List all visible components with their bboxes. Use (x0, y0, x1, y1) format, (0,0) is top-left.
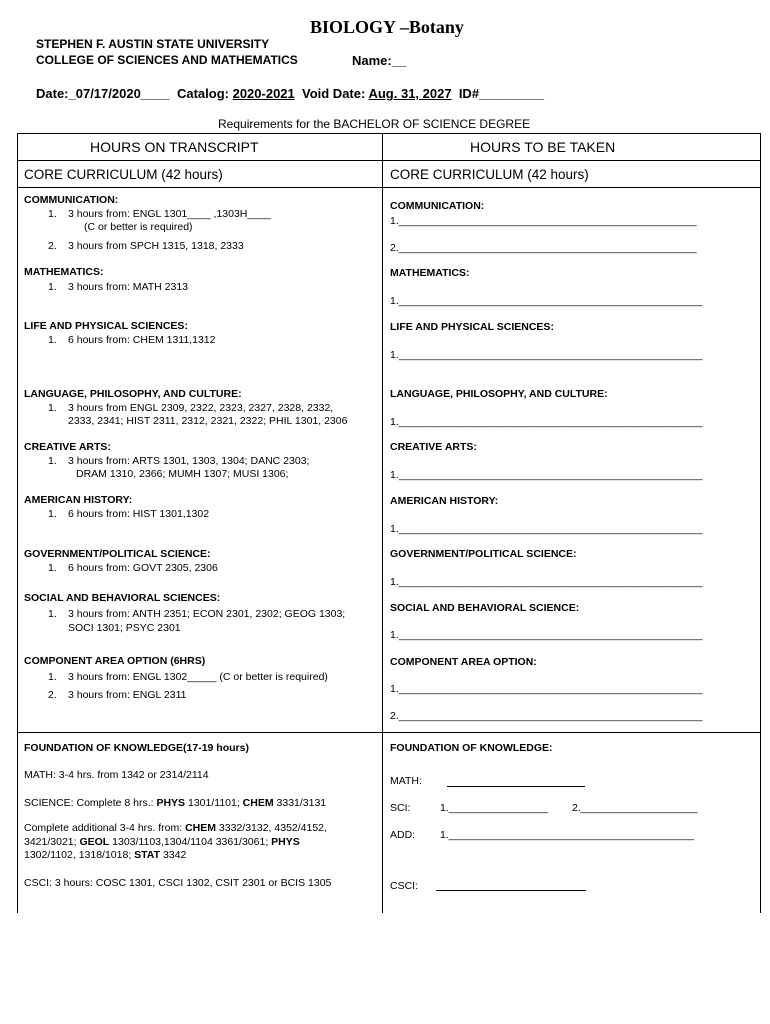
life-req-1: 6 hours from: CHEM 1311,1312 (68, 334, 216, 346)
comm-req-1: 3 hours from: ENGL 1301____ ,1303H____ (68, 208, 271, 220)
list-index: 1. (48, 671, 57, 683)
list-index: 1. (48, 508, 57, 520)
foundation-heading-right: FOUNDATION OF KNOWLEDGE: (390, 742, 553, 754)
comm-req-1-note: (C or better is required) (84, 221, 193, 233)
soc-heading: SOCIAL AND BEHAVIORAL SCIENCES: (24, 592, 221, 604)
sci-line-2[interactable]: 2.____________________ (572, 802, 698, 814)
comm-line-1[interactable]: 1.___________________________________________________ (390, 215, 697, 227)
soc-line-1[interactable]: 1.____________________________________________________ (390, 629, 703, 641)
university-name: STEPHEN F. AUSTIN STATE UNIVERSITY (36, 37, 270, 51)
name-field[interactable]: Name:__ (352, 53, 407, 68)
text-part: SCIENCE: Complete 8 hrs.: (24, 797, 157, 809)
comm-line-2[interactable]: 2.___________________________________________________ (390, 242, 697, 254)
govt-line-1[interactable]: 1.____________________________________________________ (390, 576, 703, 588)
col-header-to-be-taken: HOURS TO BE TAKEN (470, 139, 616, 155)
core-divider (17, 187, 761, 188)
arts-heading-right: CREATIVE ARTS: (390, 441, 477, 453)
arts-heading: CREATIVE ARTS: (24, 441, 111, 453)
comp-line-1[interactable]: 1.____________________________________________________ (390, 683, 703, 695)
id-field[interactable]: ID#_________ (458, 86, 545, 101)
list-index: 1. (48, 281, 57, 293)
life-heading-right: LIFE AND PHYSICAL SCIENCES: (390, 321, 554, 333)
text-part: 1302/1102, 1318/1018; (24, 849, 135, 861)
govt-heading-right: GOVERNMENT/POLITICAL SCIENCE: (390, 548, 577, 560)
comp-heading: COMPONENT AREA OPTION (6HRS) (24, 655, 206, 667)
comp-line-2[interactable]: 2.____________________________________________________ (390, 710, 703, 722)
text-part: 3331/3131 (273, 797, 327, 809)
foundation-divider (17, 732, 761, 733)
math-heading: MATHEMATICS: (24, 266, 104, 278)
math-blank[interactable] (447, 776, 585, 787)
course-prefix: STAT (134, 849, 161, 861)
life-heading: LIFE AND PHYSICAL SCIENCES: (24, 320, 188, 332)
list-index: 1. (48, 608, 57, 620)
lang-req-1-cont: 2333, 2341; HIST 2311, 2312, 2321, 2322; PHIL 1301, 2306 (68, 415, 348, 427)
text-part: 1301/1101; (185, 797, 243, 809)
core-curriculum-right: CORE CURRICULUM (42 hours) (390, 167, 589, 182)
math-req-1: 3 hours from: MATH 2313 (68, 281, 189, 293)
add-line-1[interactable]: 1.__________________________________________ (440, 829, 695, 841)
list-index: 1. (48, 208, 57, 220)
core-curriculum-left: CORE CURRICULUM (42 hours) (24, 167, 223, 182)
foundation-additional-cont (24, 836, 300, 848)
list-index: 1. (48, 334, 57, 346)
course-prefix: PHYS (156, 797, 186, 809)
lang-heading: LANGUAGE, PHILOSOPHY, AND CULTURE: (24, 388, 242, 400)
text-part: 1303/1103,1304/1104 3361/3061; (109, 836, 272, 848)
foundation-heading: FOUNDATION OF KNOWLEDGE(17-19 hours) (24, 742, 249, 754)
col-header-transcript: HOURS ON TRANSCRIPT (90, 139, 259, 155)
text-part: 3421/3021; (24, 836, 80, 848)
comm-heading: COMMUNICATION: (24, 194, 119, 206)
comp-heading-right: COMPONENT AREA OPTION: (390, 656, 537, 668)
soc-heading-right: SOCIAL AND BEHAVIORAL SCIENCE: (390, 602, 580, 614)
list-index: 1. (48, 562, 57, 574)
text-part: 3332/3132, 4352/4152, (216, 822, 327, 834)
csci-label: CSCI: (390, 880, 419, 892)
requirements-heading: Requirements for the BACHELOR OF SCIENCE DEGREE (218, 117, 531, 131)
table-right-border (760, 133, 761, 913)
lang-heading-right: LANGUAGE, PHILOSOPHY, AND CULTURE: (390, 388, 608, 400)
date-field[interactable]: Date:_07/17/2020____ (36, 86, 170, 101)
csci-blank[interactable] (436, 880, 586, 891)
foundation-additional-cont2 (24, 849, 186, 861)
soc-req-1: 3 hours from: ANTH 2351; ECON 2301, 2302; GEOG 1303; (68, 608, 346, 620)
math-heading-right: MATHEMATICS: (390, 267, 470, 279)
catalog-label: Catalog: (176, 86, 229, 101)
list-index: 1. (48, 455, 57, 467)
comp-req-1: 3 hours from: ENGL 1302_____ (C or better is required) (68, 671, 328, 683)
life-line-1[interactable]: 1.____________________________________________________ (390, 349, 703, 361)
comp-req-2: 3 hours from: ENGL 2311 (68, 689, 187, 701)
text-part: 3342 (160, 849, 187, 861)
sci-label: SCI: (390, 802, 411, 814)
course-prefix: CHEM (185, 822, 216, 834)
lang-line-1[interactable]: 1.____________________________________________________ (390, 416, 703, 428)
hist-heading: AMERICAN HISTORY: (24, 494, 133, 506)
document-title: BIOLOGY –Botany (310, 17, 464, 37)
header-divider (17, 160, 761, 161)
hist-req-1: 6 hours from: HIST 1301,1302 (68, 508, 210, 520)
course-prefix: GEOL (79, 836, 110, 848)
hist-heading-right: AMERICAN HISTORY: (390, 495, 499, 507)
arts-req-1-cont: DRAM 1310, 2366; MUMH 1307; MUSI 1306; (76, 468, 289, 480)
foundation-science (24, 797, 326, 809)
course-prefix: PHYS (271, 836, 300, 848)
list-index: 2. (48, 689, 57, 701)
catalog-value: 2020-2021 (232, 86, 295, 101)
course-prefix: CHEM (242, 797, 274, 809)
comm-heading-right: COMMUNICATION: (390, 200, 485, 212)
college-name: COLLEGE OF SCIENCES AND MATHEMATICS (36, 53, 298, 67)
foundation-math: MATH: 3-4 hrs. from 1342 or 2314/2114 (24, 769, 209, 781)
comm-req-2: 3 hours from SPCH 1315, 1318, 2333 (68, 240, 244, 252)
foundation-additional (24, 822, 327, 834)
math-line-1[interactable]: 1.____________________________________________________ (390, 295, 703, 307)
text-part: Complete additional 3-4 hrs. from: (24, 822, 186, 834)
date-line (36, 86, 544, 101)
math-label-right: MATH: (390, 775, 422, 787)
govt-heading: GOVERNMENT/POLITICAL SCIENCE: (24, 548, 211, 560)
sci-line-1[interactable]: 1._________________ (440, 802, 549, 814)
list-index: 2. (48, 240, 57, 252)
add-label: ADD: (390, 829, 416, 841)
hist-line-1[interactable]: 1.____________________________________________________ (390, 523, 703, 535)
arts-req-1: 3 hours from: ARTS 1301, 1303, 1304; DANC 2303; (68, 455, 310, 467)
table-top-border (17, 133, 761, 134)
table-center-border (382, 133, 383, 913)
lang-req-1: 3 hours from ENGL 2309, 2322, 2323, 2327, 2328, 2332, (68, 402, 334, 414)
list-index: 1. (48, 402, 57, 414)
foundation-csci: CSCI: 3 hours: COSC 1301, CSCI 1302, CSIT 2301 or BCIS 1305 (24, 877, 332, 889)
arts-line-1[interactable]: 1.____________________________________________________ (390, 469, 703, 481)
void-date-value: Aug. 31, 2027 (368, 86, 452, 101)
govt-req-1: 6 hours from: GOVT 2305, 2306 (68, 562, 218, 574)
soc-req-1-cont: SOCI 1301; PSYC 2301 (68, 622, 181, 634)
void-date-label: Void Date: (302, 86, 366, 101)
table-left-border (17, 133, 18, 913)
